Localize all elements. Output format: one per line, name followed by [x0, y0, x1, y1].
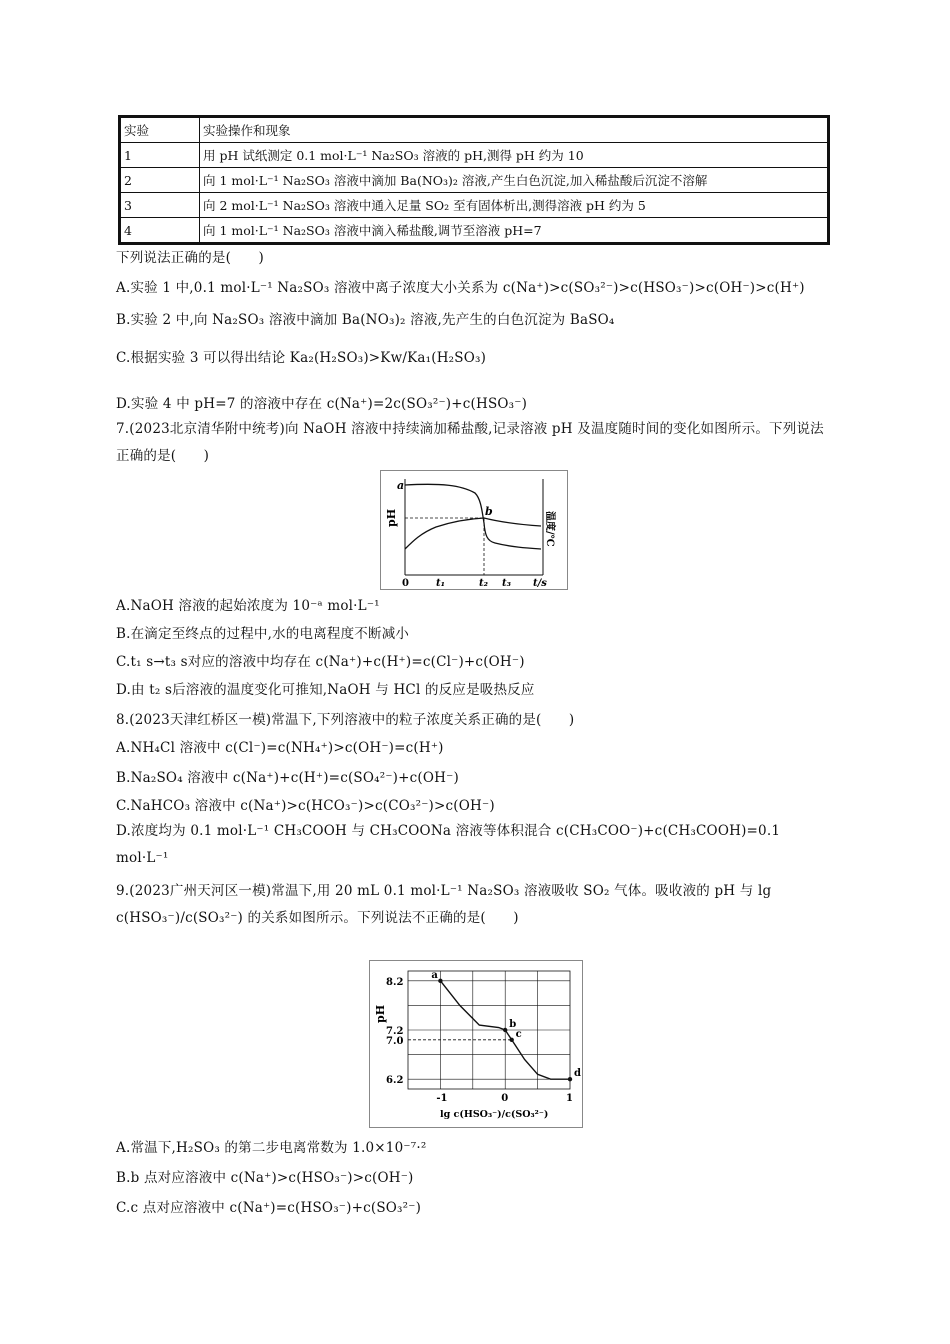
table-cell: 4 [120, 218, 200, 244]
q9-stem: 9.(2023广州天河区一模)常温下,用 20 mL 0.1 mol·L⁻¹ Na₂SO₃ 溶液吸收 SO₂ 气体。吸收液的 pH 与 lg c(HSO₃⁻)/c(SO₃²⁻) 的关系如图所示。下列说法不正确的是( ) [116, 883, 772, 926]
q7-tick-t3: t₃ [502, 578, 511, 589]
q9-option-a: A.常温下,H₂SO₃ 的第二步电离常数为 1.0×10⁻⁷·² [116, 1140, 427, 1156]
q6-option-b: B.实验 2 中,向 Na₂SO₃ 溶液中滴加 Ba(NO₃)₂ 溶液,先产生的白色沉淀为 BaSO₄ [116, 312, 615, 328]
q7-tick-t1: t₁ [436, 578, 445, 589]
q9-point-label-c: c [515, 1028, 522, 1040]
table-cell: 向 1 mol·L⁻¹ Na₂SO₃ 溶液中滴加 Ba(NO₃)₂ 溶液,产生白色沉淀,加入稀盐酸后沉淀不溶解 [200, 168, 829, 193]
q9-point-label-d: d [574, 1068, 581, 1080]
q9-x-tick-label: 1 [566, 1093, 573, 1104]
q9-x-tick-label: -1 [436, 1093, 448, 1104]
q7-ylabel-right: 温度/℃ [544, 511, 555, 547]
table-row [120, 168, 829, 193]
q8-stem: 8.(2023天津红桥区一模)常温下,下列溶液中的粒子浓度关系正确的是( ) [116, 712, 575, 728]
q7-tick-0: 0 [402, 578, 409, 589]
q7-option-b: B.在滴定至终点的过程中,水的电离程度不断减小 [116, 626, 410, 642]
q7-point-a: a [397, 479, 405, 492]
q8-option-c: C.NaHCO₃ 溶液中 c(Na⁺)>c(HCO₃⁻)>c(CO₃²⁻)>c(OH⁻) [116, 798, 495, 814]
q7-ylabel-left: pH [385, 508, 398, 527]
q9-point-c [509, 1038, 513, 1042]
table-cell: 用 pH 试纸测定 0.1 mol·L⁻¹ Na₂SO₃ 溶液的 pH,测得 pH 约为 10 [200, 143, 829, 168]
table-header-cell: 实验操作和现象 [200, 117, 829, 143]
q6-stem: 下列说法正确的是( ) [116, 250, 264, 266]
q9-x-tick-label: 0 [501, 1093, 509, 1104]
q9-y-tick-label: 7.0 [386, 1035, 404, 1047]
q9-option-c: C.c 点对应溶液中 c(Na⁺)=c(HSO₃⁻)+c(SO₃²⁻) [116, 1200, 422, 1216]
table-row [120, 193, 829, 218]
table-header-row [120, 117, 829, 143]
table-cell: 2 [120, 168, 200, 193]
q9-option-b: B.b 点对应溶液中 c(Na⁺)>c(HSO₃⁻)>c(OH⁻) [116, 1170, 414, 1186]
q6-option-d: D.实验 4 中 pH=7 的溶液中存在 c(Na⁺)=2c(SO₃²⁻)+c(HSO₃⁻) [116, 396, 528, 412]
q9-ph-chart [369, 960, 583, 1128]
q8-option-a: A.NH₄Cl 溶液中 c(Cl⁻)=c(NH₄⁺)>c(OH⁻)=c(H⁺) [116, 740, 444, 756]
q9-point-label-b: b [509, 1019, 517, 1030]
q9-y-tick-label: 7.2 [386, 1026, 404, 1037]
experiment-table [118, 115, 830, 245]
table-cell: 向 2 mol·L⁻¹ Na₂SO₃ 溶液中通入足量 SO₂ 至有固体析出,测得溶液 pH 约为 5 [200, 193, 829, 218]
q9-y-tick-label: 8.2 [386, 976, 404, 988]
q9-grid [408, 971, 570, 1089]
q7-ph-temperature-chart [380, 470, 568, 590]
q9-ticks-group [386, 977, 573, 1104]
q9-ylabel: pH [374, 1004, 387, 1023]
table-row [120, 143, 829, 168]
q7-tick-t2: t₂ [479, 578, 488, 589]
q9-point-d [568, 1077, 572, 1081]
q7-stem: 7.(2023北京清华附中统考)向 NaOH 溶液中持续滴加稀盐酸,记录溶液 pH 及温度随时间的变化如图所示。下列说法正确的是( ) [116, 421, 824, 464]
q7-temperature-curve [405, 518, 541, 549]
q8-option-d: D.浓度均为 0.1 mol·L⁻¹ CH₃COOH 与 CH₃COONa 溶液等体积混合 c(CH₃COO⁻)+c(CH₃COOH)=0.1 mol·L⁻¹ [116, 823, 781, 866]
table-cell: 1 [120, 143, 200, 168]
q9-point-a [438, 979, 442, 983]
q7-option-d: D.由 t₂ s后溶液的温度变化可推知,NaOH 与 HCl 的反应是吸热反应 [116, 682, 535, 698]
q6-option-c: C.根据实验 3 可以得出结论 Ka₂(H₂SO₃)>Kw/Ka₁(H₂SO₃) [116, 350, 487, 366]
table-row [120, 218, 829, 244]
q9-xlabel: lg c(HSO₃⁻)/c(SO₃²⁻) [440, 1109, 549, 1120]
table-cell: 向 1 mol·L⁻¹ Na₂SO₃ 溶液中滴入稀盐酸,调节至溶液 pH=7 [200, 218, 829, 244]
q7-xlabel: t/s [533, 578, 547, 589]
q7-ph-curve [405, 484, 541, 549]
q9-points-group [431, 970, 581, 1082]
q9-y-tick-label: 6.2 [386, 1075, 404, 1087]
q7-option-a: A.NaOH 溶液的起始浓度为 10⁻ᵃ mol·L⁻¹ [116, 598, 380, 614]
q7-point-b: b [485, 505, 493, 518]
table-header-cell: 实验 [120, 117, 200, 143]
q7-option-c: C.t₁ s→t₃ s对应的溶液中均存在 c(Na⁺)+c(H⁺)=c(Cl⁻)+c(OH⁻) [116, 654, 525, 670]
q8-option-b: B.Na₂SO₄ 溶液中 c(Na⁺)+c(H⁺)=c(SO₄²⁻)+c(OH⁻) [116, 770, 459, 786]
table-cell: 3 [120, 193, 200, 218]
q9-point-b [503, 1028, 507, 1032]
q6-option-a: A.实验 1 中,0.1 mol·L⁻¹ Na₂SO₃ 溶液中离子浓度大小关系为 c(Na⁺)>c(SO₃²⁻)>c(HSO₃⁻)>c(OH⁻)>c(H⁺) [116, 280, 805, 296]
q9-point-label-a: a [431, 969, 438, 981]
